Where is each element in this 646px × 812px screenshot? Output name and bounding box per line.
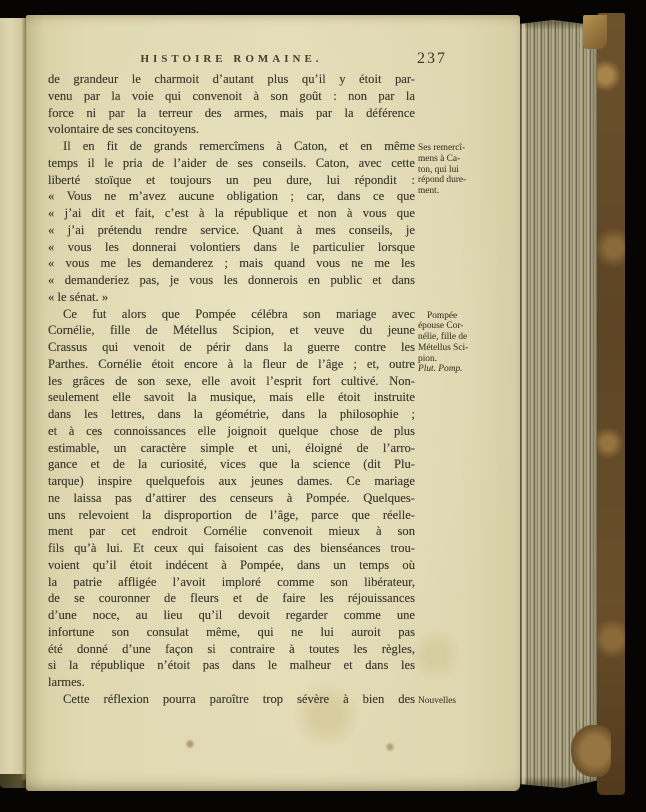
margin-note bbox=[418, 143, 522, 197]
body-line: venu par la voie qui convenoit à son goût : non par la bbox=[48, 88, 415, 103]
body-line: dans les lettres, dans la géométrie, dans la philosophie ; bbox=[48, 407, 415, 421]
margin-note-line: Plut. Pomp. bbox=[418, 364, 463, 375]
body-line: « vous me les demanderez ; mais quand vous ne me les bbox=[48, 256, 415, 271]
body-line: voient qu’il étoit indécent à Pompée, dans un temps où bbox=[48, 557, 415, 572]
left-page-edge bbox=[0, 18, 27, 780]
body-line: et à ces connoissances elle joignoit quelque chose de plus bbox=[48, 423, 415, 438]
margin-note-line: ton, qui lui bbox=[418, 164, 459, 175]
body-line: d’une noce, au lieu qu’il devoit regarder comme une bbox=[48, 608, 415, 622]
page-number: 237 bbox=[417, 50, 447, 67]
body-line: Cette réflexion pourra paroître trop sévère à bien des bbox=[63, 691, 415, 706]
margin-note-line: Ses remercî- bbox=[418, 143, 466, 153]
body-line: tarque) inspire quelquefois aux jeunes dames. Ce mariage bbox=[48, 474, 415, 488]
body-line: seulement elle savoit la musique, mais elle étoit instruite bbox=[48, 390, 415, 405]
body-line: « j’ai dit et fait, c’est à la république et non à vous que bbox=[48, 206, 415, 220]
body-line: les grâces de son sexe, elle avoit l’esprit fort cultivé. Non- bbox=[48, 373, 415, 388]
margin-note bbox=[418, 696, 522, 707]
body-line: temps il le pria de l’aider de ses conseils. Caton, avec cette bbox=[48, 155, 415, 170]
running-title: HISTOIRE ROMAINE. bbox=[140, 53, 323, 65]
body-line: infortune son consulat même, qui ne lui auroit pas bbox=[48, 624, 415, 639]
margin-note-line: épouse Cor- bbox=[418, 321, 464, 332]
body-line: Crassus qui venoit de périr dans la guerre contre les bbox=[48, 340, 415, 354]
body-line: « j’ai prétendu rendre service. Quant à mes conseils, je bbox=[48, 222, 415, 237]
body-line: larmes. bbox=[48, 675, 85, 689]
body-line: uns relevoient la disproportion de l’âge, parce que réelle- bbox=[48, 507, 415, 522]
body-line: estimable, un caractère simple et uni, éloigné de l’arro- bbox=[48, 440, 415, 455]
book-cover-edge bbox=[597, 13, 625, 795]
body-line: de se couronner de fleurs et de faire les réjouissances bbox=[48, 591, 415, 606]
margin-note-line: répond dure- bbox=[418, 175, 467, 186]
margin-note-line: mens à Ca- bbox=[418, 153, 461, 164]
margin-note-line: ment. bbox=[418, 186, 440, 197]
margin-note-line: Métellus Sci- bbox=[418, 342, 469, 353]
margin-note-line: nélie, fille de bbox=[418, 332, 468, 343]
body-line: « Vous ne m’avez aucune obligation ; car, dans ce que bbox=[48, 189, 415, 204]
body-line: volontaire de ses concitoyens. bbox=[48, 122, 200, 137]
page-header bbox=[48, 50, 447, 69]
body-line: si la république n’étoit pas dans le malheur et dans les bbox=[48, 658, 415, 673]
body-line: gance et de la curiosité, vices que la science (dit Plu- bbox=[48, 457, 415, 472]
body-line: la patrie affligée l’avoit imploré comme son libérateur, bbox=[48, 574, 415, 589]
margin-note-line: Pompée bbox=[427, 310, 458, 321]
body-line: liberté stoïque et toujours un peu dure, lui répondit : bbox=[48, 172, 415, 187]
margin-note-line: Nouvelles bbox=[418, 695, 457, 706]
body-line: Il en fit de grands remercîmens à Caton, et en même bbox=[63, 139, 415, 153]
book-page bbox=[26, 15, 520, 791]
body-text bbox=[48, 72, 415, 709]
body-line: fils qu’à lui. Et ceux qui faisoient cas des bienséances trou- bbox=[48, 541, 415, 555]
body-line: ment par cet endroit Cornélie convenoit mieux à son bbox=[48, 524, 415, 539]
body-line: « le sénat. » bbox=[48, 289, 109, 304]
body-line: force ni par la terreur des armes, mais par la déférence bbox=[48, 105, 415, 120]
margin-note bbox=[418, 311, 522, 376]
body-line: Ce fut alors que Pompée célébra son mariage avec bbox=[63, 306, 415, 321]
body-line: de grandeur le charmoit d’autant plus qu’il y étoit par- bbox=[48, 72, 415, 86]
book-fore-edge-pages bbox=[520, 20, 599, 788]
body-line: Parthes. Cornélie étoit encore à la fleur de l’âge ; et, outre bbox=[48, 356, 415, 371]
body-line: Cornélie, fille de Métellus Scipion, et veuve du jeune bbox=[48, 323, 415, 338]
body-line: « demanderiez pas, je vous les donnerois en public et dans bbox=[48, 273, 415, 287]
body-line: ne laissa pas d’attirer des censeurs à Pompée. Quelques- bbox=[48, 490, 415, 505]
margin-note-line: pion. bbox=[418, 353, 438, 364]
body-line: « vous les donnerai volontiers dans le particulier lorsque bbox=[48, 239, 415, 254]
body-line: été donné d’une façon si contraire à toutes les règles, bbox=[48, 641, 415, 656]
